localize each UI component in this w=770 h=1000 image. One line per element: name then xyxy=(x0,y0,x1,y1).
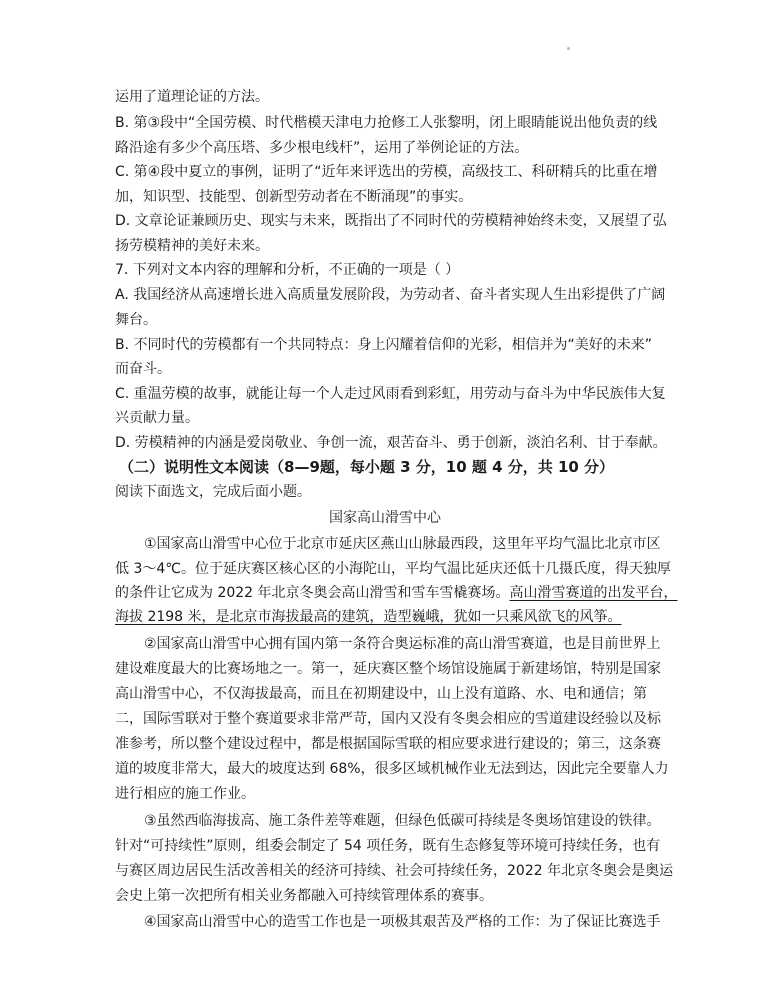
para-3-line-2: 针对“可持续性”原则，组委会制定了 54 项任务，既有生态修复等环境可持续任务，也有 xyxy=(115,838,661,854)
option-c-line-1: C. 第④段中夏立的事例，证明了“近年来评选出的劳模，高级技工、科研精兵的比重在增 xyxy=(115,164,658,180)
para-2-line-1: ②国家高山滑雪中心拥有国内第一条符合奥运标准的高山滑雪赛道，也是目前世界上 xyxy=(144,636,661,652)
para-1-line-3 xyxy=(115,582,678,604)
para-3-line-4: 会史上第一次把所有相关业务都融入可持续管理体系的赛事。 xyxy=(115,888,493,904)
q7-option-d: D. 劳模精神的内涵是爱岗敬业、争创一流，艰苦奋斗、勇于创新，淡泊名利、甘于奉献。 xyxy=(115,435,667,451)
q7-option-a-line-1: A. 我国经济从高速增长进入高质量发展阶段，为劳动者、奋斗者实现人生出彩提供了广阔 xyxy=(115,287,666,303)
para-2-line-6: 道的坡度非常大，最大的坡度达到 68%，很多区域机械作业无法到达，因此完全要靠人力 xyxy=(115,761,669,777)
para-4-line-1: ④国家高山滑雪中心的造雪工作也是一项极其艰苦及严格的工作：为了保证比赛选手 xyxy=(144,914,661,930)
para-2-line-7: 进行相应的施工作业。 xyxy=(115,786,255,802)
para-3-line-3: 与赛区周边居民生活改善相关的经济可持续、社会可持续任务，2022 年北京冬奥会是奥运 xyxy=(115,863,674,879)
question-7: 7. 下列对文本内容的理解和分析，不正确的一项是（ ） xyxy=(115,262,460,278)
underlined-sentence-part-2: 海拔 2198 米，是北京市海拔最高的建筑，造型巍峨，犹如一只乘风欲飞的风筝。 xyxy=(115,609,622,625)
option-c-line-2: 加，知识型、技能型、创新型劳动者在不断涌现”的事实。 xyxy=(115,189,473,205)
article-title: 国家高山滑雪中心 xyxy=(329,510,441,526)
para-2-line-2: 建设难度最大的比赛场地之一。第一，延庆赛区整个场馆设施属于新建场馆，特别是国家 xyxy=(115,661,661,677)
q7-option-c-line-1: C. 重温劳模的故事，就能让每一个人走过风雨看到彩虹，用劳动与奋斗为中华民族伟大复 xyxy=(115,386,666,402)
q7-option-c-line-2: 兴贡献力量。 xyxy=(115,410,199,426)
option-b-line-2: 路沿途有多少个高压塔、多少根电线杆”，运用了举例论证的方法。 xyxy=(115,140,529,156)
option-d-line-1: D. 文章论证兼顾历史、现实与未来，既指出了不同时代的劳模精神始终未变，又展望了弘 xyxy=(115,213,667,229)
option-d-line-2: 扬劳模精神的美好未来。 xyxy=(115,238,269,254)
scan-dot xyxy=(567,47,570,50)
section-heading: （二）说明性文本阅读（8—9题，每小题 3 分，10 题 4 分，共 10 分） xyxy=(119,458,615,476)
reading-instruction: 阅读下面选文，完成后面小题。 xyxy=(115,484,311,500)
para-2-line-4: 二，国际雪联对于整个赛道要求非常严苛，国内又没有冬奥会相应的雪道建设经验以及标 xyxy=(115,711,661,727)
para-2-line-5: 准参考，所以整个建设过程中，都是根据国际雪联的相应要求进行建设的；第三，这条赛 xyxy=(115,736,661,752)
para-3-line-1: ③虽然西临海拔高、施工条件差等难题，但绿色低碳可持续是冬奥场馆建设的铁律。 xyxy=(144,813,661,829)
para-1-line-3-text: 的条件让它成为 2022 年北京冬奥会高山滑雪和雪车雪橇赛场。 xyxy=(115,585,510,601)
underlined-sentence-part-1: 高山滑雪赛道的出发平台， xyxy=(509,585,678,601)
q7-option-b-line-1: B. 不同时代的劳模都有一个共同特点：身上闪耀着信仰的光彩，相信并为“美好的未来” xyxy=(115,337,653,353)
option-a-continuation: 运用了道理论证的方法。 xyxy=(115,89,269,105)
q7-option-b-line-2: 而奋斗。 xyxy=(115,361,171,377)
para-2-line-3: 高山滑雪中心，不仅海拔最高，而且在初期建设中，山上没有道路、水、电和通信；第 xyxy=(115,686,647,702)
para-1-line-2: 低 3～4℃。位于延庆赛区核心区的小海陀山，平均气温比延庆还低十几摄氏度，得天独厚 xyxy=(115,561,671,577)
option-b-line-1: B. 第③段中“全国劳模、时代楷模天津电力抢修工人张黎明，闭上眼睛能说出他负责的线 xyxy=(115,115,658,131)
para-1-line-1: ①国家高山滑雪中心位于北京市延庆区燕山山脉最西段，这里年平均气温比北京市区 xyxy=(144,536,661,552)
q7-option-a-line-2: 舞台。 xyxy=(115,312,157,328)
